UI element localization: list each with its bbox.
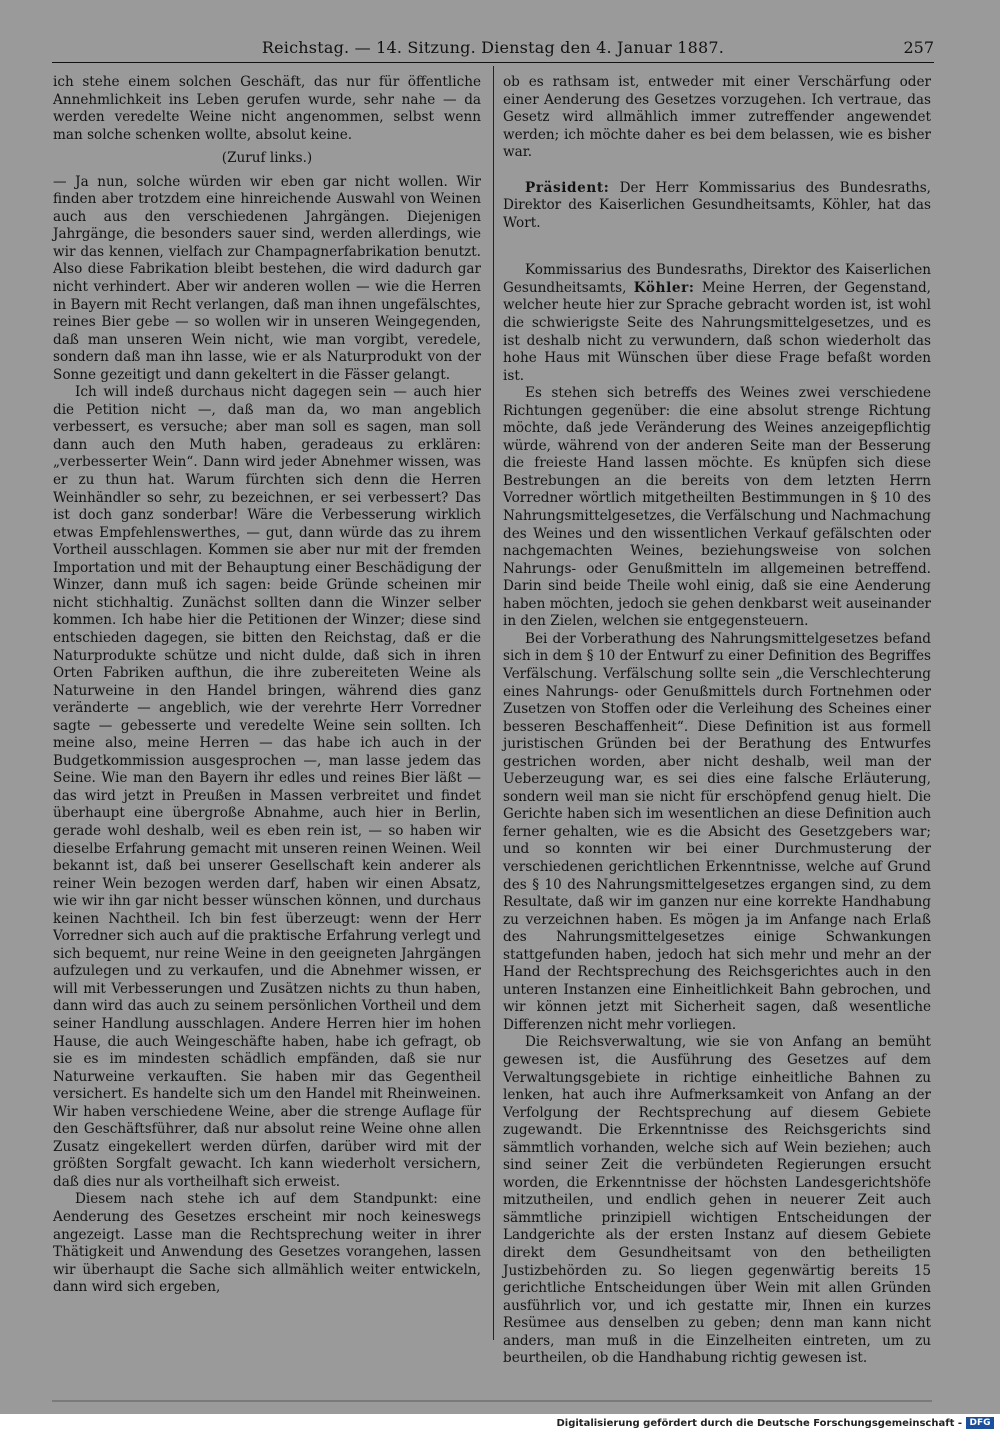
dfg-logo-icon: DFG [966,1417,994,1429]
right-paragraph-1: ob es rathsam ist, entweder mit einer Verschärfung oder einer Aenderung des Gesetzes vorzugehen. Ich vertraue, das Gesetz wird allmählich immer zutreffender angewendet werden; ich möchte daher es bei dem belassen, wie es bisher war. [503,74,931,161]
statement-text: Der Herr Kommissarius des Bundesraths, Direktor des Kaiserlichen Gesundheitsamts, Köhler, hat das Wort. [503,179,931,231]
page-header [52,36,934,63]
left-column [53,74,481,1297]
statement-text: Meine Herren, der Gegenstand, welcher heute hier zur Sprache gebracht worden ist, ist wohl die schwierigste Seite des Nahrungsmittelgesetzes, und es ist deshalb nicht zu verwundern, daß schon wiederholt das hohe Haus mit Wünschen über diese Frage befaßt worden ist. [503,279,931,384]
footer-credit: Digitalisierung gefördert durch die Deutsche Forschungsgemeinschaft - [556,1418,962,1429]
right-paragraph-6: Die Reichsverwaltung, wie sie von Anfang an bemüht gewesen ist, die Ausführung des Gesetzes auf dem Verwaltungsgebiete in richtige einheitliche Bahnen zu lenken, hat auch ihre Aufmerksamkeit von Anfang an der Verfolgung der Rechtsprechung auf diesem Gebiete zugewandt. Die Erkenntnisse des Reichsgerichts sind sämmtlich vorhanden, welche sich auf Wein beziehen; auch sind seiner Zeit die verbündeten Regierungen ersucht worden, die Erkenntnisse der höchsten Landesgerichtshöfe mitzutheilen, und endlich gehen in neuerer Zeit auch sämmtliche prinzipiell wichtigen Entscheidungen der Landgerichte als der ersten Instanz auf diesem Gebiete direkt dem Gesundheitsamt von den betheiligten Justizbehörden zu. So liegen gegenwärtig bereits 15 gerichtliche Entscheidungen über Wein mit allen Gründen ausführlich vor, und ich gestatte mir, Ihnen ein kurzes Resümee aus denselben zu geben; denn man kann nicht anders, man muß in die Einzelheiten eintreten, um zu beurtheilen, ob die Handhabung richtig gewesen ist. [503,1034,931,1367]
commissioner-statement [503,262,931,385]
right-paragraph-4: Es stehen sich betreffs des Weines zwei verschiedene Richtungen gegenüber: die eine absolut strenge Richtung möchte, daß jede Veränderung des Weines anzeigepflichtig würde, während von der anderen Seite man der Besserung die freieste Hand lassen möchte. Es knüpfen sich diese Bestrebungen an die bereits von dem letzten Herrn Vorredner wörtlich mitgetheilten Bestimmungen in § 10 des Nahrungsmittelgesetzes, die Verfälschung und Nachmachung des Weines und den wissentlichen Verkauf gefälschten oder nachgemachten Weines, beziehungsweise von solchen Nahrungs- oder Genußmitteln im allgemeinen betreffend. Darin sind beide Theile wohl einig, daß sie eine Aenderung haben möchten, jedoch sie gehen denkbarst weit auseinander in den Zielen, welchen sie entgegensteuern. [503,385,931,630]
left-paragraph-2: — Ja nun, solche würden wir eben gar nicht wollen. Wir finden aber trotzdem eine hinreichende Auswahl von Weinen auch aus den verschiedenen Jahrgängen. Diejenigen Jahrgänge, die besonders sauer sind, werden allerdings, wie wir das kennen, vielfach zur Champagnerfabrikation benutzt. Also diese Fabrikation bleibt bestehen, die wird dadurch gar nicht verhindert. Aber wir anderen wollen — wie die Herren in Bayern mit Recht verlangen, daß man ihnen ungefälschtes, reines Bier gebe — so wollen wir in unseren Weingegenden, daß man unseren Wein nicht, wie man vorgibt, veredele, sondern daß man ihn lasse, wie er als Naturprodukt von der Sonne gezeitigt und dann gekeltert in die Fässer gelangt. [53,173,481,383]
left-paragraph-1: ich stehe einem solchen Geschäft, das nur für öffentliche Annehmlichkeit ins Leben gerufen wurde, sehr nahe — da werden veredelte Weine nicht angenommen, selbst wenn man solche schenken wollte, absolut keine. [53,74,481,143]
column-divider [493,66,494,1340]
speaker-name: Präsident: [525,179,610,196]
right-paragraph-5: Bei der Vorberathung des Nahrungsmittelgesetzes befand sich in dem § 10 der Entwurf zu einer Definition des Begriffes Verfälschung. Verfälschung sollte sein „die Verschlechterung eines Nahrungs- oder Genußmittels durch Fortnehmen oder Zusetzen von Stoffen oder die Verleihung des Scheines einer besseren Beschaffenheit“. Diese Definition ist aus formell juristischen Gründen bei der Berathung des Entwurfes gestrichen worden, aber nicht deshalb, weil man der Ueberzeugung war, es sei dies eine falsche Erläuterung, sondern weil man sie nicht für erschöpfend genug hielt. Die Gerichte haben sich im wesentlichen an diese Definition auch ferner gehalten, wie es die Absicht des Gesetzgebers war; und so konnten wir bei einer Durchmusterung der verschiedenen gerichtlichen Erkenntnisse, welche auf Grund des § 10 des Nahrungsmittelgesetzes ergangen sind, zu dem Resultate, daß wir im ganzen nur eine korrekte Handhabung zu verzeichnen haben. Es mögen ja im Anfange nach Erlaß des Nahrungsmittelgesetzes einige Schwankungen stattgefunden haben, jedoch hat sich mehr und mehr an der Hand der Rechtsprechung des Reichsgerichtes auch in den unteren Instanzen eine Einheitlichkeit Bahn gebrochen, und wir können jetzt mit Sicherheit sagen, daß wesentliche Differenzen nicht mehr vorliegen. [503,630,931,1033]
left-paragraph-4: Diesem nach stehe ich auf dem Standpunkt: eine Aenderung des Gesetzes erscheint mir noch keineswegs angezeigt. Lasse man die Rechtsprechung weiter in ihrer Thätigkeit und Anwendung des Gesetzes vorangehen, lassen wir überhaupt die Sache sich allmählich weiter entwickeln, dann wird sich ergeben, [53,1191,481,1296]
running-title: Reichstag. — 14. Sitzung. Dienstag den 4. Januar 1887. [261,38,725,57]
bottom-edge [52,1400,932,1402]
president-statement [503,180,931,233]
right-column [503,74,931,1368]
page-number: 257 [903,38,934,57]
speaker-name: Köhler: [633,279,695,296]
left-paragraph-3: Ich will indeß durchaus nicht dagegen sein — auch hier die Petition nicht —, daß man da, wo man angeblich verbessert, es versuche; aber man soll es sagen, man soll dann auch den Muth haben, geradeaus zu erklären: „verbesserter Wein“. Dann wird jeder Abnehmer wissen, was er zu thun hat. Warum fürchten sich denn die Herren Weinhändler so sehr, zu bezeichnen, er sei verbessert? Das ist doch ganz sonderbar! Wäre die Verbesserung wirklich etwas Empfehlenswerthes, — gut, dann würde das zu ihrem Vortheil ausschlagen. Kommen sie aber nur mit der fremden Importation und mit der Behauptung einer Beschädigung der Winzer, dann muß ich sagen: beide Gründe scheinen mir nicht stichhaltig. Zunächst sollten dann die Winzer selber kommen. Ich habe hier die Petitionen der Winzer; diese sind entschieden dagegen, sie bitten den Reichstag, daß er die Naturprodukte schütze und nicht dulde, daß sich in ihren Orten Fabriken aufthun, die ihre zubereiteten Weine als Naturweine in den Handel bringen, während dies ganz veränderte — angeblich, wie der verehrte Herr Vorredner sagte — gebesserte und veredelte Weine sein sollten. Ich meine also, meine Herren — das habe ich auch in der Budgetkommission ausgesprochen —, man lasse jedem das Seine. Wie man den Bayern ihr edles und reines Bier läßt — das wird jetzt in Preußen in Massen verbreitet und findet überhaupt eine übergroße Abnahme, auch hier in Berlin, gerade wohl deshalb, weil es eben rein ist, — so haben wir dieselbe Erfahrung gemacht mit unseren reinen Weinen. Weil bekannt ist, daß bei unserer Gesellschaft kein anderer als reiner Wein bezogen werden darf, haben wir einen Absatz, wie wir ihn gar nicht besser wünschen können, und durchaus keinen Nachtheil. Ich bin fest überzeugt: wenn der Herr Vorredner sich auch auf die praktische Erfahrung verlegt und sich bequemt, nur reine Weine in den geeigneten Jahrgängen aufzulegen und zu verkaufen, und die Abnehmer wissen, er will mit Verbesserungen und Zusätzen nichts zu thun haben, dann wird das auch zu seinem persönlichen Vortheil und dem seiner Handlung ausschlagen. Andere Herren hier im hohen Hause, die auch Weingeschäfte haben, habe ich gefragt, ob sie es im mindesten schädlich empfänden, daß sie nur Naturweine verkauften. Sie haben mir das Gegentheil versichert. Es handelte sich um den Handel mit Rheinweinen. Wir haben verschiedene Weine, aber die strenge Auflage für den Geschäftsführer, daß nur absolut reine Weine ohne allen Zusatz eingekellert werden dürfen, darüber wird mit der größten Sorgfalt gewacht. Ich kann wiederholt versichern, daß dies nur als vortheilhaft sich erweist. [53,384,481,1190]
interjection: (Zuruf links.) [221,150,313,167]
speaker-intro: Kommissarius des Bundesraths, Direktor des Kaiserlichen Gesundheitsamts, [503,262,931,296]
